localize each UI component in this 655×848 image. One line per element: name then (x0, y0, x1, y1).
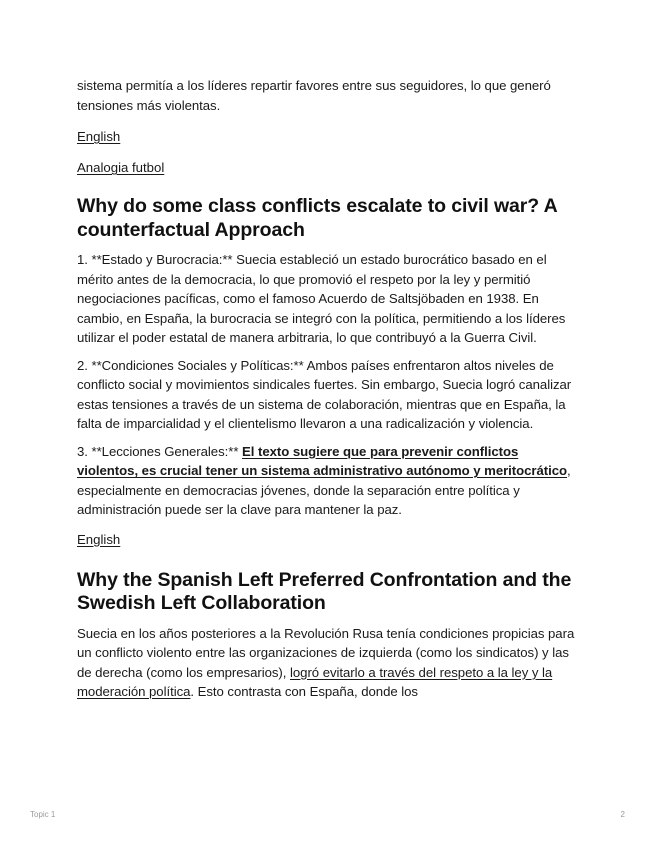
english-link[interactable]: English (77, 129, 121, 144)
respeto-ley-link[interactable]: logró evitarlo a través del respeto a la ley y la moderación política (77, 664, 553, 699)
section1-p3-prefix: 3. **Lecciones Generales:** (77, 443, 243, 459)
english-link-row (77, 127, 582, 146)
footer-topic-label: Topic 1 (30, 810, 56, 819)
section2-heading: Why the Spanish Left Preferred Confrontation and the Swedish Left Collaboration (77, 568, 572, 614)
section1-heading: Why do some class conflicts escalate to civil war? A counterfactual Approach (77, 195, 557, 241)
section1-english-link[interactable]: English (77, 531, 121, 547)
section1-english-link-row (77, 530, 582, 549)
section2-paragraph-1 (77, 624, 582, 702)
analogia-link-row (77, 158, 582, 177)
footer-page-number: 2 (620, 810, 625, 819)
section1-paragraph-3 (77, 442, 582, 520)
section1-paragraph-2: 2. **Condiciones Sociales y Políticas:** Ambos países enfrentaron altos niveles de conflicto social y movimientos sindicales fuertes. Sin embargo, Suecia logró canalizar estas tensiones a través de un sistema de colaboración, mientras que en España, la falta de imparcialidad y el clientelismo llevaron a una radicalización y violencia. (77, 357, 572, 431)
section1-p3-suffix: , especialmente en democracias jóvenes, donde la separación entre política y administración puede ser la clave para mantener la paz. (77, 463, 571, 517)
lecciones-highlight-link[interactable]: El texto sugiere que para prevenir conflictos violentos, es crucial tener un sistema administrativo autónomo y meritocrático (77, 443, 568, 478)
intro-paragraph: sistema permitía a los líderes repartir favores entre sus seguidores, lo que generó tensiones más violentas. (77, 78, 551, 113)
section2-p1-suffix: . Esto contrasta con España, donde los (190, 684, 418, 699)
document-body (77, 76, 582, 710)
section2-p1-prefix: Suecia en los años posteriores a la Revolución Rusa tenía condiciones propicias para un conflicto violento entre las organizaciones de izquierda (como los sindicatos) y las de derecha (como los empresarios), (77, 625, 575, 680)
section1-paragraph-1: 1. **Estado y Burocracia:** Suecia estableció un estado burocrático basado en el mérito antes de la democracia, lo que promovió el respeto por la ley y permitió negociaciones pacíficas, como el famoso Acuerdo de Saltsjöbaden en 1938. En cambio, en España, la burocracia se integró con la política, permitiendo a los líderes utilizar el poder estatal de manera arbitraria, lo que contribuyó a la Guerra Civil. (77, 252, 566, 345)
analogia-futbol-link[interactable]: Analogia futbol (77, 160, 165, 175)
